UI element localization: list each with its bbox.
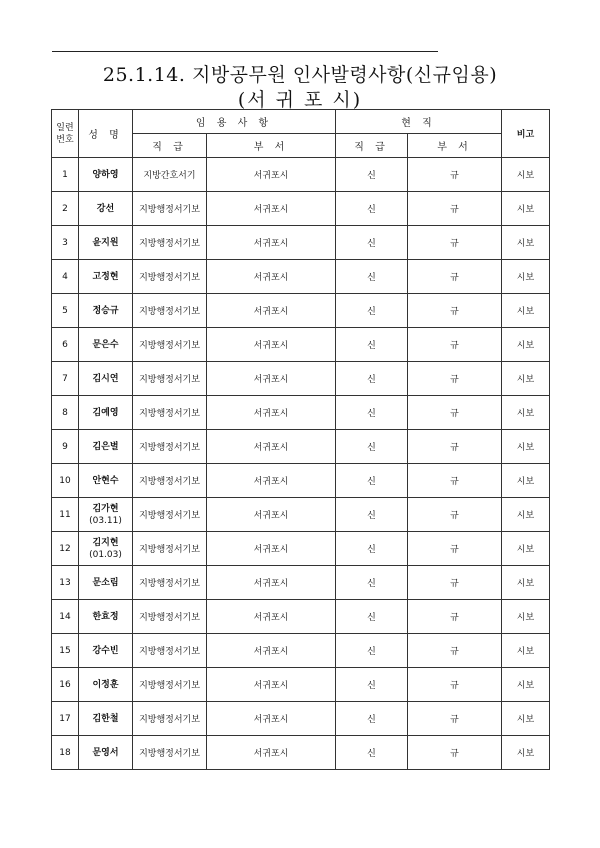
name-cell <box>79 702 133 736</box>
birth-date-note: (01.03) <box>89 549 122 560</box>
name-cell <box>79 532 133 566</box>
header-serial-label: 일련 <box>56 122 74 133</box>
rank-cell: 지방행정서기보 <box>133 498 207 532</box>
rank-cell: 지방행정서기보 <box>133 226 207 260</box>
table-row <box>52 600 550 634</box>
current-rank-cell: 신 <box>336 566 408 600</box>
name-cell <box>79 464 133 498</box>
department-cell: 서귀포시 <box>207 498 336 532</box>
employee-name: 김예영 <box>92 407 119 418</box>
employee-name: 안현수 <box>92 475 119 486</box>
current-rank-cell: 신 <box>336 294 408 328</box>
current-rank-cell: 신 <box>336 158 408 192</box>
rank-cell: 지방행정서기보 <box>133 464 207 498</box>
current-department-cell: 규 <box>408 498 502 532</box>
note-cell: 시보 <box>502 702 550 736</box>
name-cell <box>79 498 133 532</box>
department-cell: 서귀포시 <box>207 600 336 634</box>
employee-name: 정승규 <box>92 305 119 316</box>
name-cell <box>79 294 133 328</box>
serial-cell: 11 <box>52 498 79 532</box>
rank-cell: 지방행정서기보 <box>133 668 207 702</box>
employee-name: 김은별 <box>92 441 119 452</box>
note-cell: 시보 <box>502 600 550 634</box>
current-rank-cell: 신 <box>336 600 408 634</box>
department-cell: 서귀포시 <box>207 634 336 668</box>
table-row <box>52 294 550 328</box>
note-cell: 시보 <box>502 736 550 770</box>
serial-cell: 15 <box>52 634 79 668</box>
name-cell <box>79 158 133 192</box>
department-cell: 서귀포시 <box>207 736 336 770</box>
current-rank-cell: 신 <box>336 532 408 566</box>
current-department-cell: 규 <box>408 158 502 192</box>
rank-cell: 지방간호서기 <box>133 158 207 192</box>
employee-name: 김지현 <box>92 537 119 548</box>
current-rank-cell: 신 <box>336 396 408 430</box>
current-rank-cell: 신 <box>336 736 408 770</box>
table-row <box>52 260 550 294</box>
serial-cell: 3 <box>52 226 79 260</box>
note-cell: 시보 <box>502 566 550 600</box>
rank-cell: 지방행정서기보 <box>133 362 207 396</box>
employee-name: 고정현 <box>92 271 119 282</box>
serial-cell: 16 <box>52 668 79 702</box>
department-cell: 서귀포시 <box>207 158 336 192</box>
serial-cell: 12 <box>52 532 79 566</box>
current-rank-cell: 신 <box>336 498 408 532</box>
name-cell <box>79 396 133 430</box>
serial-cell: 18 <box>52 736 79 770</box>
table-row <box>52 532 550 566</box>
note-cell: 시보 <box>502 294 550 328</box>
department-cell: 서귀포시 <box>207 328 336 362</box>
department-cell: 서귀포시 <box>207 668 336 702</box>
current-department-cell: 규 <box>408 294 502 328</box>
table-row <box>52 702 550 736</box>
rank-cell: 지방행정서기보 <box>133 702 207 736</box>
employee-name: 이정훈 <box>92 679 119 690</box>
name-cell <box>79 260 133 294</box>
department-cell: 서귀포시 <box>207 260 336 294</box>
header-number-label: 번호 <box>56 134 74 145</box>
name-cell <box>79 362 133 396</box>
birth-date-note: (03.11) <box>89 515 122 526</box>
current-rank-cell: 신 <box>336 192 408 226</box>
current-rank-cell: 신 <box>336 668 408 702</box>
note-cell: 시보 <box>502 192 550 226</box>
name-cell <box>79 328 133 362</box>
employee-name: 양하영 <box>92 169 119 180</box>
appointment-table <box>51 109 550 770</box>
name-cell <box>79 226 133 260</box>
header-current-position: 현 직 <box>336 110 502 134</box>
note-cell: 시보 <box>502 396 550 430</box>
department-cell: 서귀포시 <box>207 362 336 396</box>
note-cell: 시보 <box>502 158 550 192</box>
current-department-cell: 규 <box>408 192 502 226</box>
current-department-cell: 규 <box>408 396 502 430</box>
current-department-cell: 규 <box>408 362 502 396</box>
current-department-cell: 규 <box>408 668 502 702</box>
rank-cell: 지방행정서기보 <box>133 430 207 464</box>
header-current-rank: 직 급 <box>336 134 408 158</box>
current-rank-cell: 신 <box>336 464 408 498</box>
employee-name: 한효정 <box>92 611 119 622</box>
employee-name: 김한철 <box>92 713 119 724</box>
table-row <box>52 362 550 396</box>
table-row <box>52 634 550 668</box>
document-title: 25.1.14. 지방공무원 인사발령사항(신규임용) <box>102 64 498 86</box>
note-cell: 시보 <box>502 328 550 362</box>
current-department-cell: 규 <box>408 702 502 736</box>
current-department-cell: 규 <box>408 226 502 260</box>
current-department-cell: 규 <box>408 566 502 600</box>
serial-cell: 4 <box>52 260 79 294</box>
employee-name: 강수빈 <box>92 645 119 656</box>
department-cell: 서귀포시 <box>207 702 336 736</box>
header-name: 성 명 <box>79 110 133 158</box>
current-rank-cell: 신 <box>336 226 408 260</box>
table-row <box>52 464 550 498</box>
serial-cell: 1 <box>52 158 79 192</box>
note-cell: 시보 <box>502 464 550 498</box>
note-cell: 시보 <box>502 668 550 702</box>
header-current-department: 부 서 <box>408 134 502 158</box>
employee-name: 윤지원 <box>92 237 119 248</box>
department-cell: 서귀포시 <box>207 226 336 260</box>
header-note: 비고 <box>502 110 550 158</box>
serial-cell: 13 <box>52 566 79 600</box>
note-cell: 시보 <box>502 430 550 464</box>
current-rank-cell: 신 <box>336 260 408 294</box>
name-cell <box>79 566 133 600</box>
header-serial-number <box>52 110 79 158</box>
rank-cell: 지방행정서기보 <box>133 192 207 226</box>
rank-cell: 지방행정서기보 <box>133 328 207 362</box>
note-cell: 시보 <box>502 226 550 260</box>
top-rule <box>52 51 438 52</box>
department-cell: 서귀포시 <box>207 192 336 226</box>
serial-cell: 14 <box>52 600 79 634</box>
employee-name: 문소림 <box>92 577 119 588</box>
serial-cell: 2 <box>52 192 79 226</box>
name-cell <box>79 430 133 464</box>
note-cell: 시보 <box>502 498 550 532</box>
current-department-cell: 규 <box>408 634 502 668</box>
name-cell <box>79 668 133 702</box>
serial-cell: 8 <box>52 396 79 430</box>
serial-cell: 17 <box>52 702 79 736</box>
rank-cell: 지방행정서기보 <box>133 260 207 294</box>
note-cell: 시보 <box>502 362 550 396</box>
department-cell: 서귀포시 <box>207 396 336 430</box>
serial-cell: 10 <box>52 464 79 498</box>
name-cell <box>79 192 133 226</box>
table-row <box>52 396 550 430</box>
current-department-cell: 규 <box>408 260 502 294</box>
header-rank: 직 급 <box>133 134 207 158</box>
current-department-cell: 규 <box>408 328 502 362</box>
name-cell <box>79 600 133 634</box>
table-row <box>52 498 550 532</box>
department-cell: 서귀포시 <box>207 532 336 566</box>
serial-cell: 6 <box>52 328 79 362</box>
department-cell: 서귀포시 <box>207 294 336 328</box>
employee-name: 강선 <box>96 203 115 214</box>
table-row <box>52 736 550 770</box>
current-rank-cell: 신 <box>336 362 408 396</box>
employee-name: 문은수 <box>92 339 119 350</box>
header-appointment: 임 용 사 항 <box>133 110 336 134</box>
department-cell: 서귀포시 <box>207 464 336 498</box>
note-cell: 시보 <box>502 634 550 668</box>
current-rank-cell: 신 <box>336 328 408 362</box>
table-row <box>52 668 550 702</box>
table-row <box>52 328 550 362</box>
table-row <box>52 192 550 226</box>
table-row <box>52 566 550 600</box>
name-cell <box>79 736 133 770</box>
rank-cell: 지방행정서기보 <box>133 736 207 770</box>
rank-cell: 지방행정서기보 <box>133 294 207 328</box>
current-rank-cell: 신 <box>336 702 408 736</box>
table-row <box>52 430 550 464</box>
current-department-cell: 규 <box>408 532 502 566</box>
serial-cell: 5 <box>52 294 79 328</box>
current-department-cell: 규 <box>408 600 502 634</box>
rank-cell: 지방행정서기보 <box>133 396 207 430</box>
rank-cell: 지방행정서기보 <box>133 532 207 566</box>
employee-name: 김가현 <box>92 503 119 514</box>
serial-cell: 7 <box>52 362 79 396</box>
serial-cell: 9 <box>52 430 79 464</box>
current-department-cell: 규 <box>408 736 502 770</box>
header-row-1 <box>52 110 550 134</box>
current-department-cell: 규 <box>408 464 502 498</box>
document-subtitle: (서 귀 포 시) <box>237 89 363 111</box>
rank-cell: 지방행정서기보 <box>133 566 207 600</box>
note-cell: 시보 <box>502 532 550 566</box>
rank-cell: 지방행정서기보 <box>133 600 207 634</box>
rank-cell: 지방행정서기보 <box>133 634 207 668</box>
department-cell: 서귀포시 <box>207 430 336 464</box>
employee-name: 문영서 <box>92 747 119 758</box>
current-department-cell: 규 <box>408 430 502 464</box>
header-department: 부 서 <box>207 134 336 158</box>
table-row <box>52 158 550 192</box>
employee-name: 김시연 <box>92 373 119 384</box>
name-cell <box>79 634 133 668</box>
department-cell: 서귀포시 <box>207 566 336 600</box>
table-row <box>52 226 550 260</box>
note-cell: 시보 <box>502 260 550 294</box>
current-rank-cell: 신 <box>336 634 408 668</box>
current-rank-cell: 신 <box>336 430 408 464</box>
